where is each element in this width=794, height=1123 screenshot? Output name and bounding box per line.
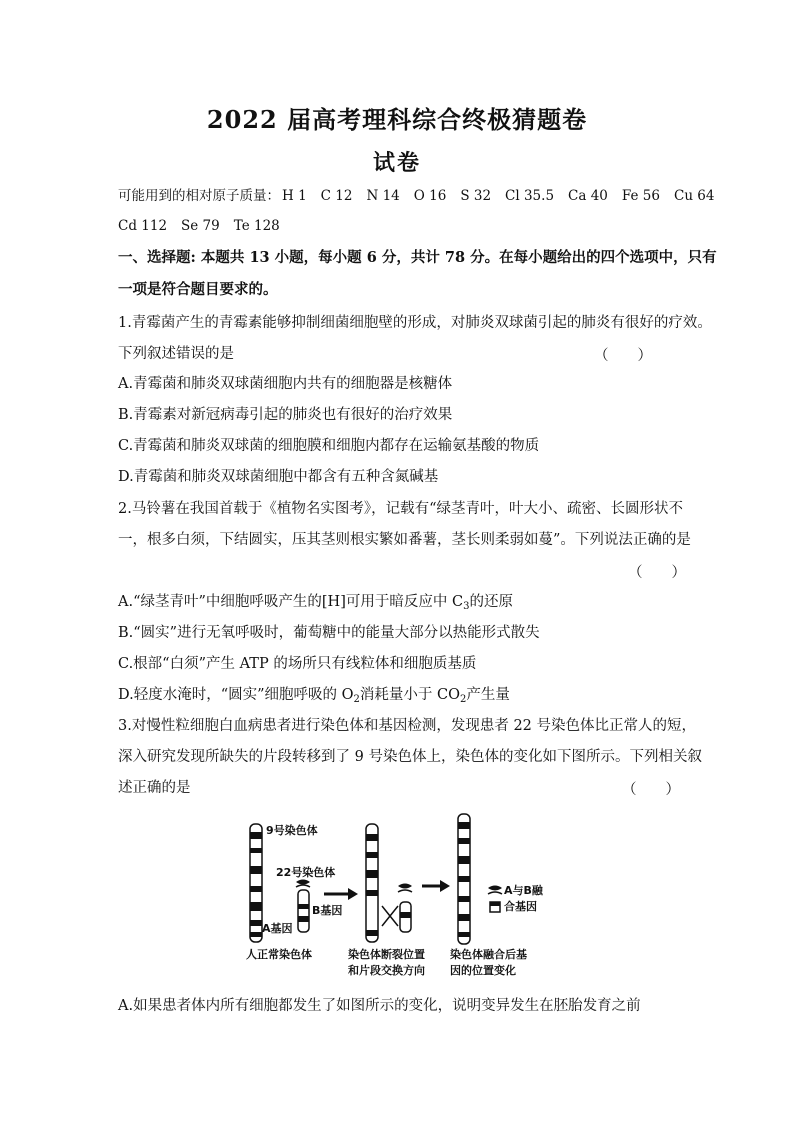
- q2-option-a-text: A.“绿茎青叶”中细胞呼吸产生的[H]可用于暗反应中 C: [118, 594, 464, 610]
- exam-title: 2022 届高考理科综合终极猜题卷: [206, 105, 588, 134]
- q2-option-b: B.“圆实”进行无氧呼吸时，葡萄糖中的能量大部分以热能形式散失: [118, 625, 540, 641]
- mass-item: Se 79: [181, 218, 220, 234]
- section-instructions-1: 一、选择题: 本题共 13 小题，每小题 6 分，共计 78 分。在每小题给出的四个选项中，只有: [118, 249, 717, 266]
- caption-panel-3-line-2: 因的位置变化: [450, 964, 516, 977]
- label-fusion-2: 合基因: [504, 900, 537, 913]
- q1-option-d: D.青霉菌和肺炎双球菌细胞中都含有五种含氮碱基: [118, 469, 439, 485]
- mass-item: H 1: [282, 188, 307, 204]
- q1-option-a: A.青霉菌和肺炎双球菌细胞内共有的细胞器是核糖体: [118, 376, 453, 392]
- mass-item: N 14: [366, 188, 400, 204]
- chromosome-9-fused: [458, 814, 470, 944]
- atomic-mass-label: 可能用到的相对原子质量：: [118, 188, 280, 204]
- subscript: 2: [460, 694, 467, 705]
- q1-stem-2: 下列叙述错误的是: [118, 346, 234, 362]
- mass-item: Ca 40: [568, 188, 608, 204]
- caption-panel-2-line-1: 染色体断裂位置: [348, 948, 425, 961]
- q2-option-d: [118, 685, 678, 705]
- q2-option-a: [118, 592, 678, 612]
- mass-item: Fe 56: [621, 188, 660, 204]
- q2-option-d-text: D.轻度水淹时，“圆实”细胞呼吸的 O: [118, 687, 354, 703]
- q1-stem-1: 1.青霉菌产生的青霉素能够抑制细菌细胞壁的形成，对肺炎双球菌引起的肺炎有很好的疗效。: [118, 315, 712, 331]
- q3-stem-2: 深入研究发现所缺失的片段转移到了 9 号染色体上，染色体的变化如下图所示。下列相关叙: [118, 749, 702, 765]
- chromosome-figure: [236, 806, 556, 986]
- mass-item: Cu 64: [673, 188, 715, 204]
- mass-item: Cd 112: [118, 218, 168, 234]
- chromosome-9-normal: [250, 824, 262, 942]
- q2-answer-paren: （ ）: [628, 565, 686, 581]
- q2-stem-1: 2.马铃薯在我国首载于《植物名实图考》，记载有“绿茎青叶，叶大小、疏密、长圆形状不: [118, 501, 683, 517]
- arrow-right-icon: [440, 880, 450, 892]
- mass-item: O 16: [413, 188, 447, 204]
- q1-option-b: B.青霉素对新冠病毒引起的肺炎也有很好的治疗效果: [118, 407, 453, 423]
- section-instructions-2: 一项是符合题目要求的。: [118, 281, 278, 298]
- mass-item: S 32: [460, 188, 492, 204]
- caption-panel-1: 人正常染色体: [246, 948, 312, 961]
- caption-panel-2-line-2: 和片段交换方向: [348, 964, 425, 977]
- chromosome-22-break: [398, 884, 412, 933]
- q2-option-a-end: 的还原: [469, 594, 513, 610]
- label-chr9: 9号染色体: [266, 824, 318, 837]
- arrow-right-icon: [348, 888, 358, 900]
- atomic-mass-line-1: [118, 186, 715, 206]
- q1-answer-paren: （ ）: [594, 348, 652, 364]
- mass-item: Te 128: [233, 218, 280, 234]
- mass-item: C 12: [320, 188, 353, 204]
- caption-panel-3-line-1: 染色体融合后基: [450, 948, 527, 961]
- fusion-gene: [488, 886, 502, 913]
- chromosome-9-break: [366, 824, 378, 942]
- q3-option-a: A.如果患者体内所有细胞都发生了如图所示的变化，说明变异发生在胚胎发育之前: [118, 998, 641, 1014]
- q2-option-d-mid: 消耗量小于 CO: [359, 687, 461, 703]
- label-gene-b: B基因: [312, 904, 343, 917]
- subscript: 3: [463, 601, 470, 612]
- exchange-cross-icon: [382, 906, 398, 926]
- q1-option-c: C.青霉菌和肺炎双球菌的细胞膜和细胞内都存在运输氨基酸的物质: [118, 438, 540, 454]
- q2-option-d-end: 产生量: [466, 687, 510, 703]
- exam-subtitle: 试卷: [372, 150, 421, 176]
- chromosome-22-normal: [296, 880, 310, 933]
- q3-stem-3: 述正确的是: [118, 780, 191, 796]
- label-gene-a: A基因: [262, 922, 293, 935]
- label-chr22: 22号染色体: [276, 866, 336, 879]
- q2-stem-2: 一，根多白须，下结圆实，压其茎则根实繁如番薯，茎长则柔弱如蔓”。下列说法正确的是: [118, 532, 691, 548]
- q3-stem-1: 3.对慢性粒细胞白血病患者进行染色体和基因检测，发现患者 22 号染色体比正常人的短，: [118, 718, 696, 734]
- mass-item: Cl 35.5: [505, 188, 555, 204]
- label-fusion-1: A与B融: [504, 884, 543, 897]
- q3-answer-paren: （ ）: [622, 782, 680, 798]
- q2-option-c: C.根部“白须”产生 ATP 的场所只有线粒体和细胞质基质: [118, 656, 477, 672]
- subscript: 2: [353, 694, 360, 705]
- atomic-mass-line-2: [118, 216, 678, 236]
